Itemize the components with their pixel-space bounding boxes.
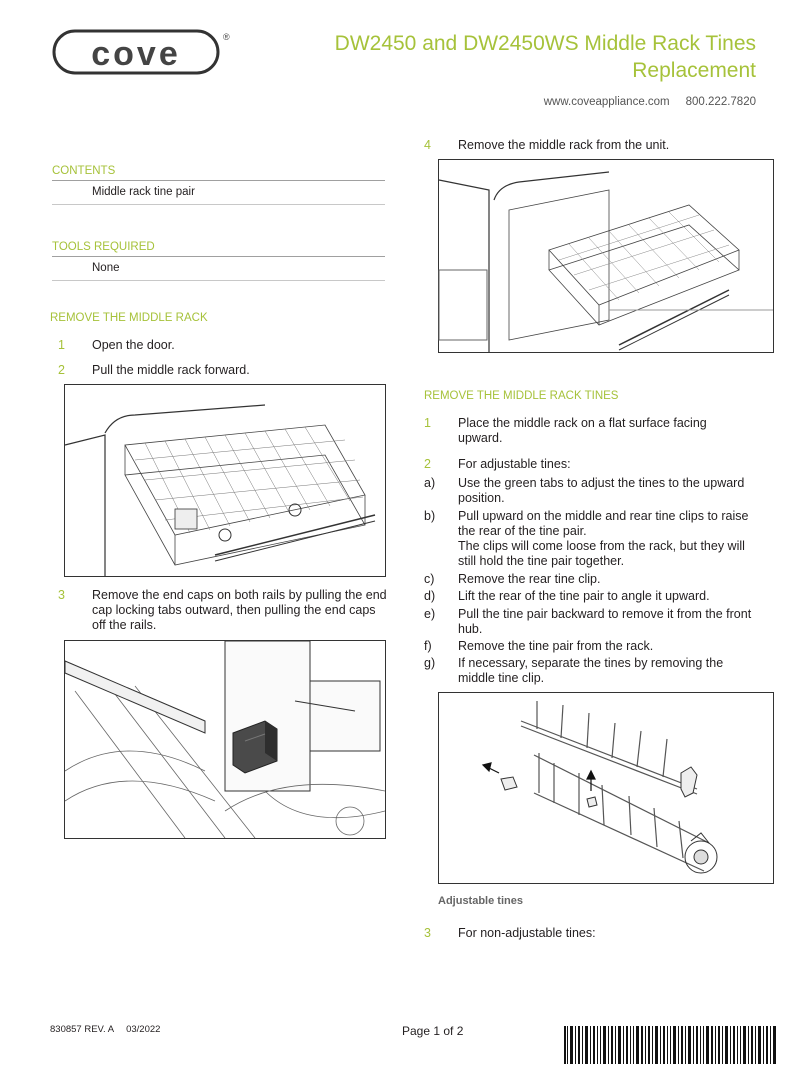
remove-tines-heading: REMOVE THE MIDDLE RACK TINES <box>424 390 619 402</box>
end-cap-illustration <box>64 640 386 839</box>
phone-number: 800.222.7820 <box>685 96 756 108</box>
tools-section <box>52 241 385 281</box>
doc-number: 830857 REV. A 03/2022 <box>50 1024 161 1035</box>
contents-item: Middle rack tine pair <box>52 181 385 205</box>
contents-heading: CONTENTS <box>52 165 385 181</box>
substep-g: g) If necessary, separate the tines by removing the middle tine clip. <box>424 656 724 685</box>
substep-f: f) Remove the tine pair from the rack. <box>424 639 654 653</box>
rack-removed-illustration <box>438 159 774 353</box>
page-number: Page 1 of 2 <box>402 1024 464 1038</box>
tines-step-2: 2 For adjustable tines: <box>424 457 571 471</box>
substep-a: a) Use the green tabs to adjust the tines to the upward position. <box>424 476 745 505</box>
barcode <box>564 1026 778 1064</box>
contents-section <box>52 165 385 205</box>
tines-step-1: 1 Place the middle rack on a flat surface facing upward. <box>424 416 707 445</box>
website-link[interactable]: www.coveappliance.com <box>543 96 670 108</box>
registered-mark: ® <box>223 32 230 42</box>
rack-forward-illustration <box>64 384 386 577</box>
substep-d: d) Lift the rear of the tine pair to angle it upward. <box>424 589 710 603</box>
tools-item: None <box>52 257 385 281</box>
tools-heading: TOOLS REQUIRED <box>52 241 385 257</box>
tines-step-3: 3 For non-adjustable tines: <box>424 926 596 940</box>
adjustable-tines-illustration <box>438 692 774 884</box>
logo-wordmark: cove <box>91 35 181 73</box>
remove-rack-heading: REMOVE THE MIDDLE RACK <box>50 312 208 324</box>
rack-step-2: 2 Pull the middle rack forward. <box>58 363 250 377</box>
substep-c: c) Remove the rear tine clip. <box>424 572 601 586</box>
substep-e: e) Pull the tine pair backward to remove it from the front hub. <box>424 607 752 636</box>
rack-step-1: 1 Open the door. <box>58 338 175 352</box>
rack-step-3: 3 Remove the end caps on both rails by pulling the end cap locking tabs outward, then pulling the end caps off the rails. <box>58 588 387 632</box>
adjustable-tines-caption: Adjustable tines <box>438 895 523 907</box>
cove-logo <box>52 28 228 78</box>
contact-info <box>544 96 756 108</box>
rack-step-4: 4 Remove the middle rack from the unit. <box>424 138 670 152</box>
page-title: DW2450 and DW2450WS Middle Rack Tines Replacement <box>334 32 756 82</box>
substep-b: b) Pull upward on the middle and rear tine clips to raise the rear of the tine pair. The clips will come loose from the rack, but they will still hold the tine pair together. <box>424 509 749 568</box>
